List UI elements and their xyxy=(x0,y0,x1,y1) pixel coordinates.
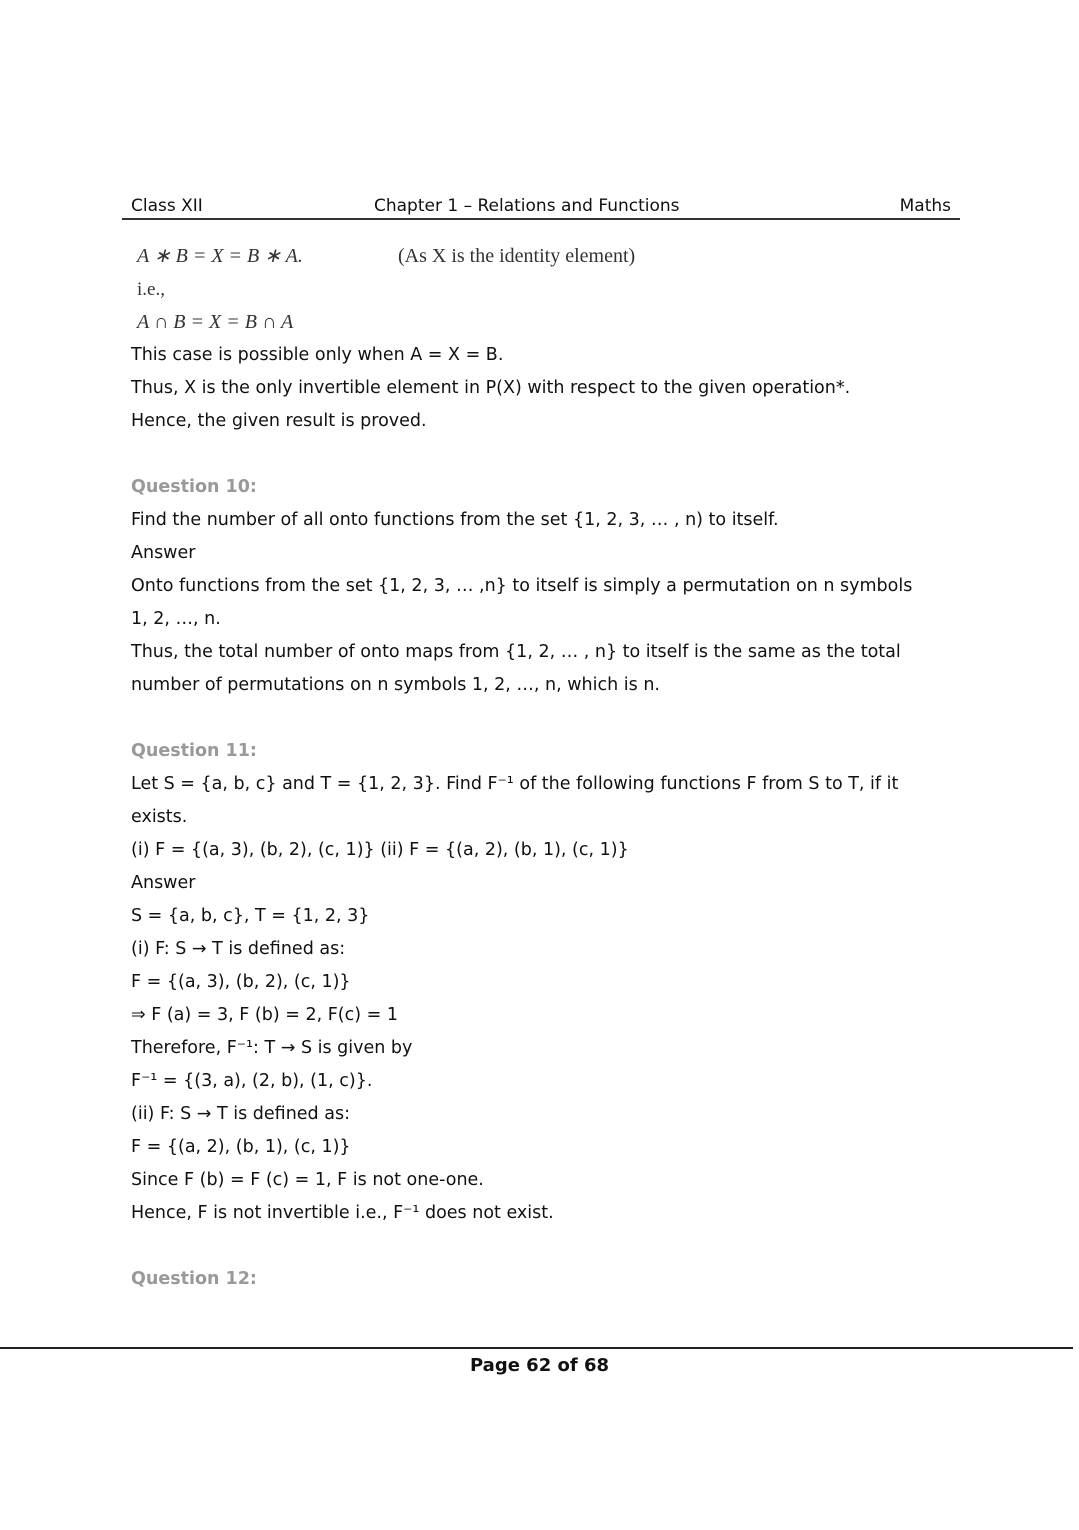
answer-text: F = {(a, 2), (b, 1), (c, 1)} xyxy=(131,1137,351,1157)
answer-text: Onto functions from the set {1, 2, 3, … ,n} to itself is simply a permutation on n symbols xyxy=(131,576,913,596)
answer-text: number of permutations on n symbols 1, 2, …, n, which is n. xyxy=(131,675,660,695)
question-text: Find the number of all onto functions from the set {1, 2, 3, … , n) to itself. xyxy=(131,510,779,530)
header-chapter: Chapter 1 – Relations and Functions xyxy=(374,196,680,216)
equation-note: (As X is the identity element) xyxy=(398,245,636,267)
paragraph: Thus, X is the only invertible element in P(X) with respect to the given operation*. xyxy=(131,378,851,398)
question-text: (i) F = {(a, 3), (b, 2), (c, 1)} (ii) F = {(a, 2), (b, 1), (c, 1)} xyxy=(131,840,629,860)
answer-text: (ii) F: S → T is defined as: xyxy=(131,1104,350,1124)
question-heading: Question 12: xyxy=(131,1269,257,1289)
answer-label: Answer xyxy=(131,873,196,893)
answer-label: Answer xyxy=(131,543,196,563)
paragraph: This case is possible only when A = X = B. xyxy=(131,345,504,365)
footer-divider xyxy=(0,1347,1073,1349)
equation-star-text: A ∗ B = X = B ∗ A. xyxy=(137,245,303,267)
answer-text: F⁻¹ = {(3, a), (2, b), (1, c)}. xyxy=(131,1071,373,1091)
equation-star xyxy=(131,240,961,273)
answer-text: ⇒ F (a) = 3, F (b) = 2, F(c) = 1 xyxy=(131,1005,398,1025)
ie-label: i.e., xyxy=(137,279,165,300)
answer-text: Therefore, F⁻¹: T → S is given by xyxy=(131,1038,413,1058)
question-heading: Question 10: xyxy=(131,477,257,497)
equation-intersection: A ∩ B = X = B ∩ A xyxy=(137,311,294,333)
question-text: exists. xyxy=(131,807,188,827)
answer-text: Thus, the total number of onto maps from {1, 2, … , n} to itself is the same as the total xyxy=(131,642,901,662)
page-content xyxy=(131,240,961,1296)
page-header xyxy=(122,194,960,220)
header-class: Class XII xyxy=(131,196,203,216)
answer-text: F = {(a, 3), (b, 2), (c, 1)} xyxy=(131,972,351,992)
answer-text: Hence, F is not invertible i.e., F⁻¹ does not exist. xyxy=(131,1203,554,1223)
page-number: Page 62 of 68 xyxy=(469,1355,610,1376)
header-subject: Maths xyxy=(899,196,951,216)
answer-text: (i) F: S → T is defined as: xyxy=(131,939,346,959)
answer-text: S = {a, b, c}, T = {1, 2, 3} xyxy=(131,906,370,926)
question-text: Let S = {a, b, c} and T = {1, 2, 3}. Find F⁻¹ of the following functions F from S to T, if it xyxy=(131,774,899,794)
answer-text: Since F (b) = F (c) = 1, F is not one-one. xyxy=(131,1170,484,1190)
answer-text: 1, 2, …, n. xyxy=(131,609,221,629)
question-heading: Question 11: xyxy=(131,741,257,761)
paragraph: Hence, the given result is proved. xyxy=(131,411,427,431)
